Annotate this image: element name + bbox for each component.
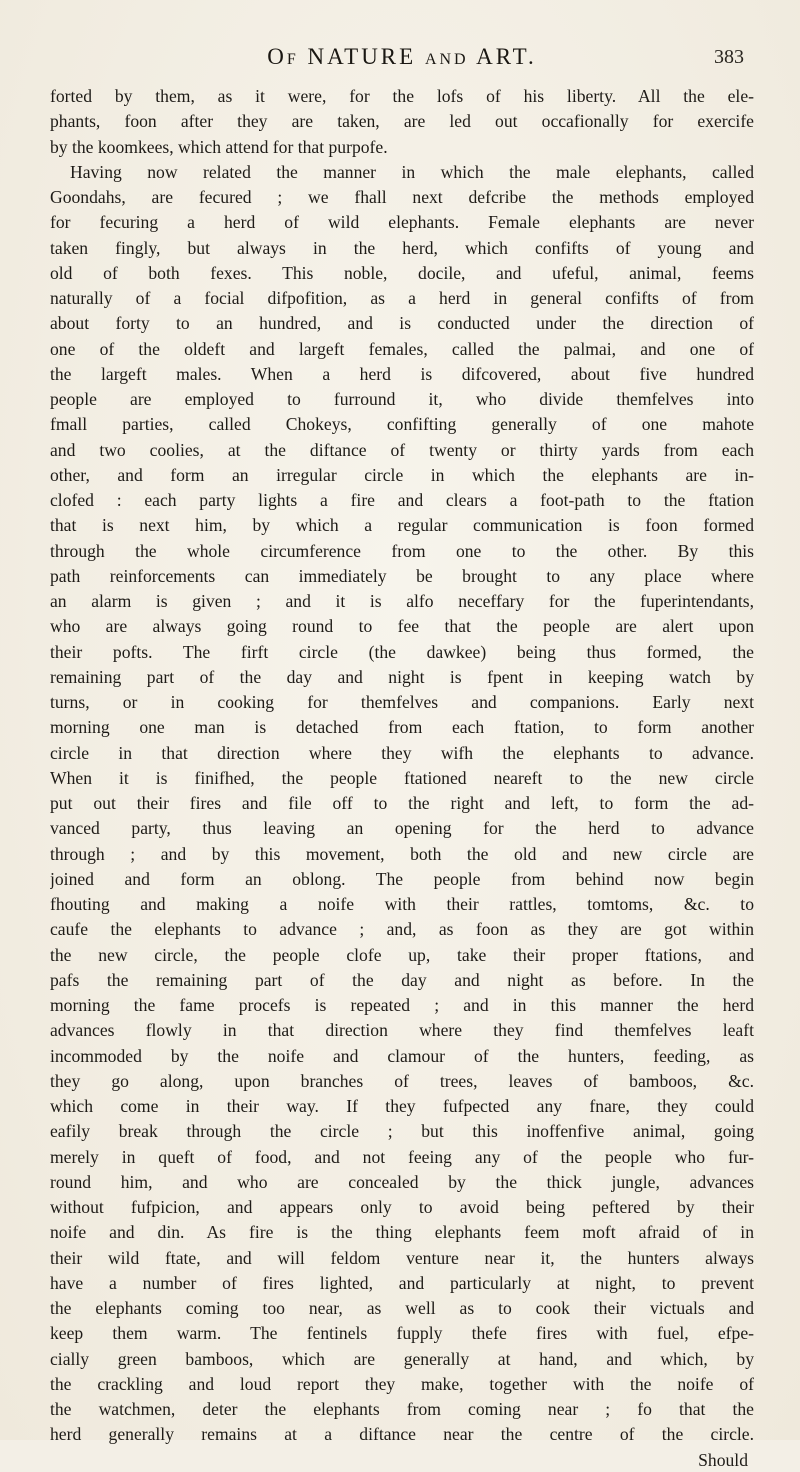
text-line: they go along, upon branches of trees, leaves of bamboos, &c. bbox=[50, 1070, 754, 1091]
text-line: Goondahs, are fecured ; we fhall next defcribe the methods employed bbox=[50, 187, 754, 207]
text-line: fmall parties, called Chokeys, confifting generally of one mahote bbox=[50, 414, 754, 435]
text-line: circle in that direction where they wifh the elephants to advance. bbox=[50, 742, 754, 763]
text-line: their wild ftate, and will feldom venture near it, the hunters always bbox=[50, 1247, 754, 1268]
text-line: taken fingly, but always in the herd, which confifts of young and bbox=[50, 237, 754, 258]
text-line: the crackling and loud report they make, together with the noife of bbox=[50, 1373, 754, 1394]
text-line: morning the fame procefs is repeated ; and in this manner the herd bbox=[50, 995, 754, 1015]
text-line: eafily break through the circle ; but this inoffenfive animal, going bbox=[50, 1121, 754, 1142]
text-line: Having now related the manner in which the male elephants, called bbox=[70, 161, 754, 182]
running-head bbox=[50, 44, 754, 84]
text-line: other, and form an irregular circle in which the elephants are in- bbox=[50, 464, 754, 485]
text-line: by the koomkees, which attend for that purpofe. bbox=[50, 136, 388, 157]
text-line: cially green bamboos, which are generally at hand, and which, by bbox=[50, 1348, 754, 1369]
text-line: joined and form an oblong. The people from behind now begin bbox=[50, 868, 754, 889]
text-line: phants, foon after they are taken, are led out occafionally for exercife bbox=[50, 111, 754, 132]
text-line: for fecuring a herd of wild elephants. Female elephants are never bbox=[50, 212, 754, 233]
text-line: the new circle, the people clofe up, take their proper ftations, and bbox=[50, 944, 754, 965]
text-line: path reinforcements can immediately be brought to any place where bbox=[50, 565, 754, 586]
text-line: merely in queft of food, and not feeing any of the people who fur- bbox=[50, 1146, 754, 1167]
text-line: through the whole circumference from one to the other. By this bbox=[50, 540, 754, 561]
text-line: incommoded by the noife and clamour of the hunters, feeding, as bbox=[50, 1045, 754, 1066]
body-text bbox=[50, 84, 754, 1448]
text-line: put out their fires and file off to the right and left, to form the ad- bbox=[50, 793, 754, 813]
text-line: one of the oldeft and largeft females, called the palmai, and one of bbox=[50, 338, 754, 359]
running-head-title: Of NATURE and ART. bbox=[267, 44, 537, 69]
text-line: vanced party, thus leaving an opening for the herd to advance bbox=[50, 818, 754, 839]
text-line: the elephants coming too near, as well as to cook their victuals and bbox=[50, 1298, 754, 1318]
text-line: have a number of fires lighted, and particularly at night, to prevent bbox=[50, 1272, 754, 1293]
text-line: old of both fexes. This noble, docile, and ufeful, animal, feems bbox=[50, 262, 754, 283]
text-line: without fufpicion, and appears only to avoid being peftered by their bbox=[50, 1197, 754, 1217]
text-line: morning one man is detached from each ftation, to form another bbox=[50, 717, 754, 738]
text-line: herd generally remains at a diftance near the centre of the circle. bbox=[50, 1424, 754, 1445]
text-line: remaining part of the day and night is fpent in keeping watch by bbox=[50, 666, 754, 687]
text-line: keep them warm. The fentinels fupply thefe fires with fuel, efpe- bbox=[50, 1323, 754, 1344]
text-line: through ; and by this movement, both the old and new circle are bbox=[50, 843, 754, 864]
page-number: 383 bbox=[714, 46, 744, 68]
text-line: the largeft males. When a herd is difcovered, about five hundred bbox=[50, 363, 754, 384]
text-line: fhouting and making a noife with their rattles, tomtoms, &c. to bbox=[50, 894, 754, 914]
text-line: an alarm is given ; and it is alfo neceffary for the fuperintendants, bbox=[50, 591, 754, 611]
text-line: forted by them, as it were, for the lofs of his liberty. All the ele- bbox=[50, 86, 754, 106]
text-line: their pofts. The firft circle (the dawkee) being thus formed, the bbox=[50, 641, 754, 662]
text-line: about forty to an hundred, and is conducted under the direction of bbox=[50, 313, 754, 334]
text-line: the watchmen, deter the elephants from coming near ; fo that the bbox=[50, 1399, 754, 1419]
text-line: caufe the elephants to advance ; and, as foon as they are got within bbox=[50, 919, 754, 940]
text-line: which come in their way. If they fufpected any fnare, they could bbox=[50, 1096, 754, 1116]
text-line: that is next him, by which a regular communication is foon formed bbox=[50, 515, 754, 536]
text-line: naturally of a focial difpofition, as a herd in general confifts of from bbox=[50, 288, 754, 308]
text-line: When it is finifhed, the people ftationed neareft to the new circle bbox=[50, 767, 754, 788]
text-line: people are employed to furround it, who divide themfelves into bbox=[50, 389, 754, 409]
text-line: round him, and who are concealed by the thick jungle, advances bbox=[50, 1171, 754, 1192]
catchword: Should bbox=[698, 1449, 748, 1470]
text-line: clofed : each party lights a fire and clears a foot-path to the ftation bbox=[50, 490, 754, 510]
text-line: turns, or in cooking for themfelves and companions. Early next bbox=[50, 692, 754, 712]
text-line: noife and din. As fire is the thing elephants feem moft afraid of in bbox=[50, 1222, 754, 1243]
text-line: and two coolies, at the diftance of twenty or thirty yards from each bbox=[50, 439, 754, 460]
text-line: advances flowly in that direction where they find themfelves leaft bbox=[50, 1020, 754, 1041]
text-line: who are always going round to fee that the people are alert upon bbox=[50, 616, 754, 637]
text-line: pafs the remaining part of the day and night as before. In the bbox=[50, 969, 754, 990]
